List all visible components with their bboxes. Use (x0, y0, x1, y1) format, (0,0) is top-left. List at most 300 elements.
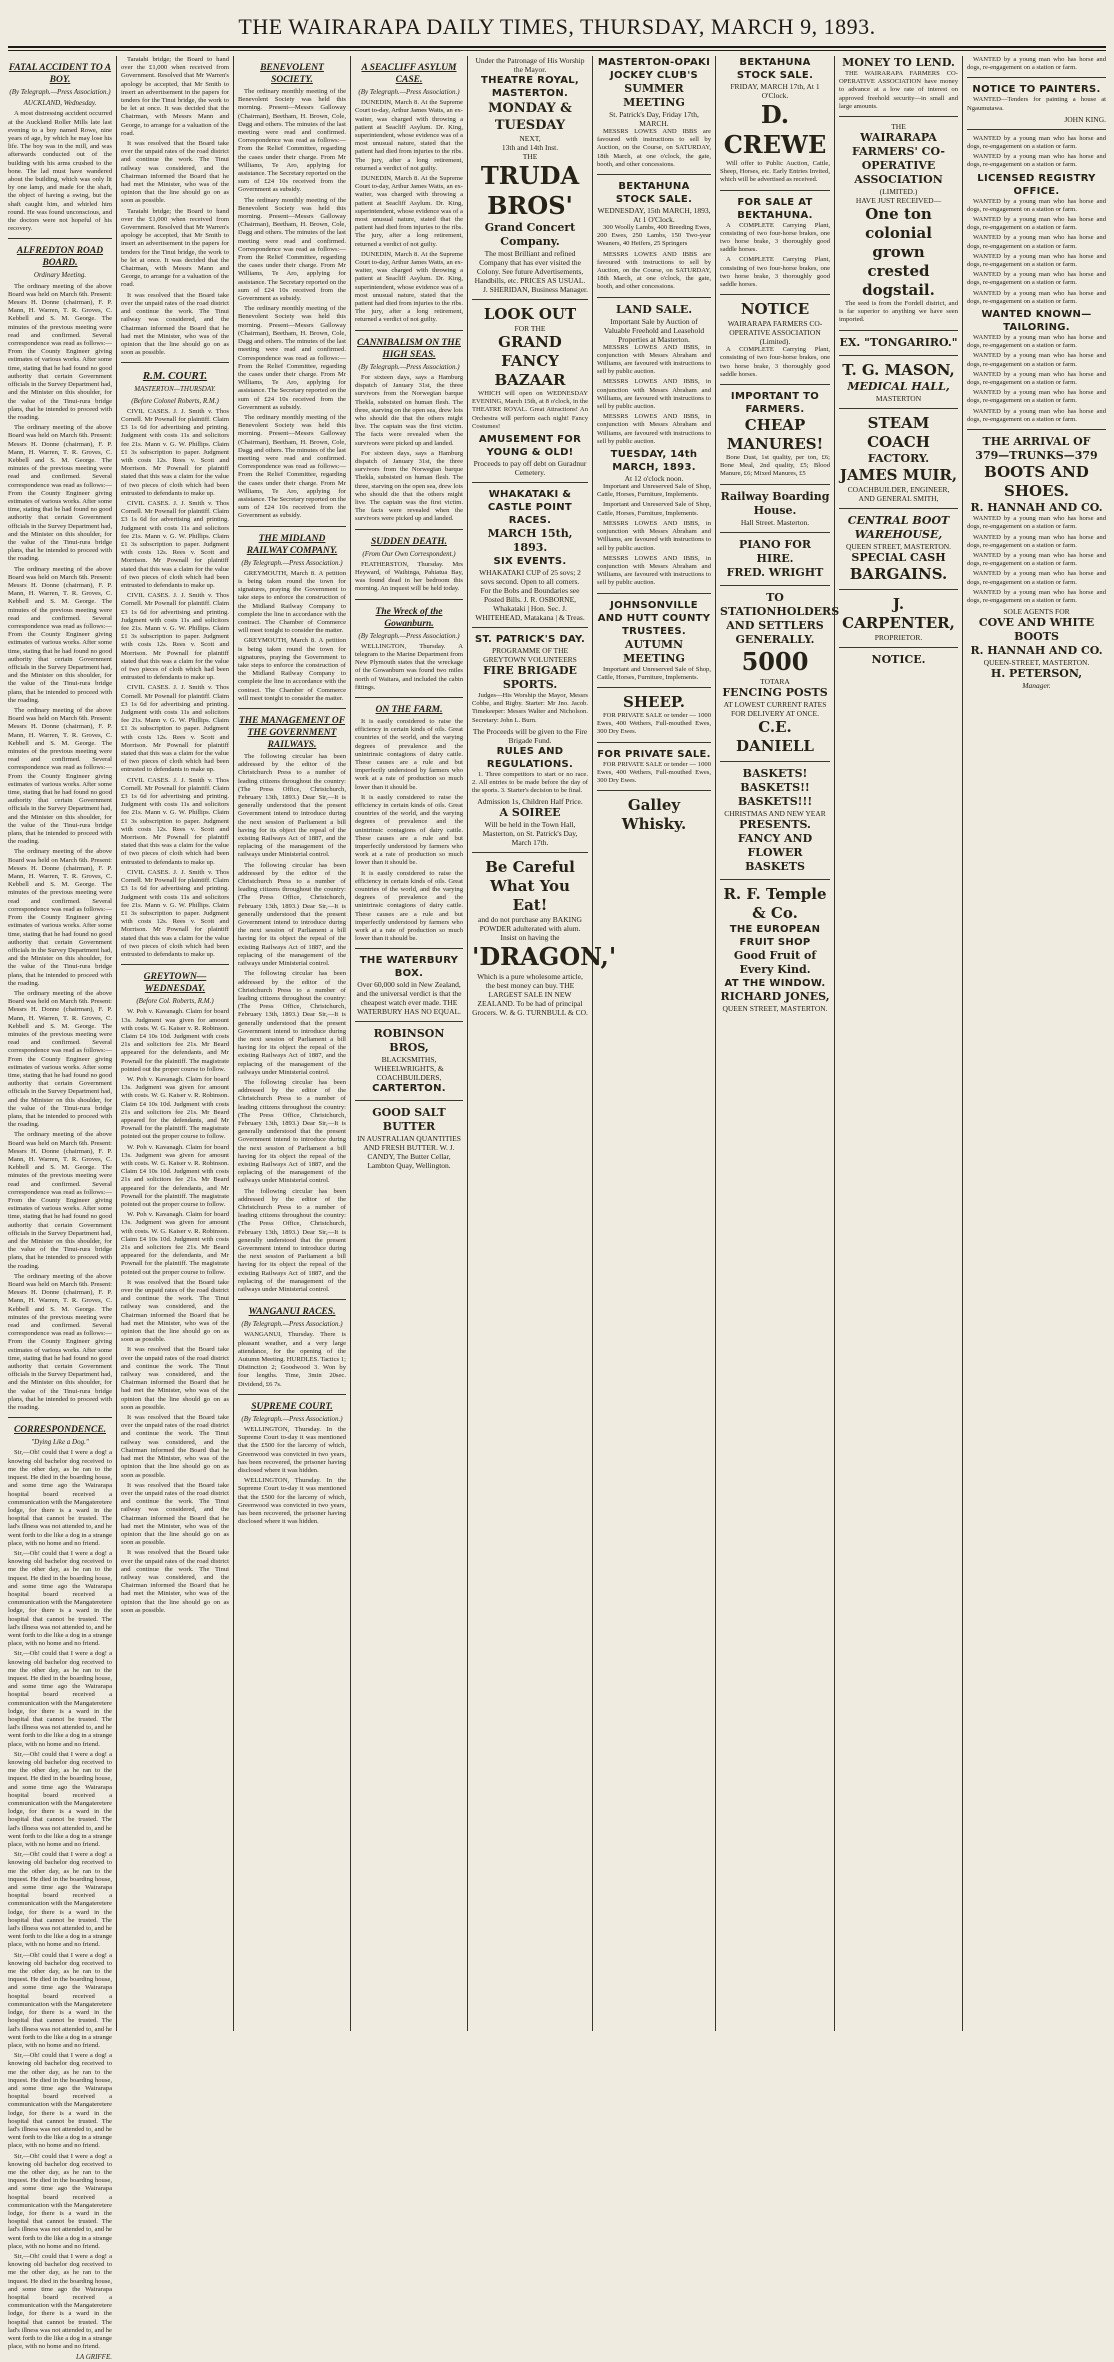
separator (967, 77, 1106, 78)
separator (238, 708, 346, 709)
sale-body: MESSRS LOWES AND IBBS, in conjunction with Messrs Abraham and Williams, are favoured with instructions to sell by public auction. (597, 519, 711, 552)
article-body: WELLINGTON, Thursday. A telegram to the Marine Department from New Plymouth states that the wreckage of the Gowanburn was found two miles north of Waitara, and included the cabin fittings. (355, 642, 463, 691)
wanted-ad: WANTED by a young man who has horse and dogs, re-engagement on a station or farm. (967, 216, 1106, 232)
just-received: HAVE JUST RECEIVED— (855, 196, 942, 206)
article-body: Sir,—Oh! could that I were a dog! a knowing old bachelor dog received to me the other day, as he ran to the inquest. He died in the boarding house, and some time ago the Wairarapa hospital board received a communication with the Mangateretere lodge, for there is a ward in the hospital that cannot be trusted. The lad's illness was not attended to, and he went forth to die like a dog in a strange place, with no home and no friend. (8, 1449, 112, 1547)
boots-list: WANTED by a young man who has horse and dogs, re-engagement on a station or farm. (967, 551, 1106, 568)
subheadline: MASTERTON—THURSDAY. (134, 385, 216, 394)
headline-greytown: GREYTOWN—WEDNESDAY. (143, 972, 207, 995)
byline: (By Telegraph.—Press Association.) (358, 88, 460, 96)
separator (839, 508, 958, 509)
separator (720, 190, 830, 191)
races-secretaries: For the Bobs and Boundaries see Posted Bills. J. R. OSBORNE, Whakataki | Hon. Sec. J. WHITEHEAD, Matakana | & Treas. (475, 586, 585, 623)
sports-officials: Judges—His Worship the Mayor, Messrs Cobbe, and Rigby. Starter: Mr Jno. Jacob. Timekeeper: Messrs Walter and Nicholson. Secretary: John L. Burn. (472, 692, 588, 724)
private-sale-body: FOR PRIVATE SALE or tender — 1000 Ewes, 400 Wethers, Full-mouthed Ewes, 300 Dry Ewes. (597, 760, 711, 784)
separator (720, 879, 830, 880)
separator (472, 482, 588, 483)
column-5 (472, 56, 617, 2031)
separator (720, 532, 830, 533)
soiree-body: Will be held in the Town Hall, Masterton, on St. Patrick's Day, March 17th. (482, 820, 578, 848)
races-events: SIX EVENTS. (493, 556, 567, 568)
fruit-shop: THE EUROPEAN FRUIT SHOP (729, 923, 821, 948)
ad-robinson-trade: BLACKSMITHS, WHEELWRIGHTS, & COACHBUILDERS, (374, 1055, 444, 1083)
article-body: The following circular has been addressed by the editor of the Christchurch Press to a number of leading citizens throughout the country: (The Press Office, Christchurch, February 13th, 1893.) Dear Sir,—It is generally understood that the present Government intend to introduce during the next session of Parliament a bill having for its object the repeal of the existing Railways Act of 1887, and the replacing of the management of the railways under Ministerial control. (238, 1187, 346, 1294)
separator (238, 1394, 346, 1395)
column-divider (467, 56, 468, 2031)
article-body: WANGANUI, Thursday. There is pleasant weather, and a very large attendance, for the opening of the Autumn Meeting. HURDLES. Tactics 1; Distinction 2; Goodwood 3. Won by four lengths. Time, 3min 20sec. Dividend, £6 7s. (238, 1331, 346, 1388)
separator (597, 687, 711, 688)
notice-to-painters: NOTICE TO PAINTERS. (972, 84, 1101, 96)
farmers-the: THE (891, 122, 906, 132)
stock-sale-list: MESSRS LOWES AND IBBS are favoured with instructions to sell by Auction, on the Course, on SATURDAY, 18th March, at one o'clock, the gate, booth, and other concessions. (597, 250, 711, 291)
separator (597, 790, 711, 791)
richard-jones-address: QUEEN STREET, MASTERTON. (722, 1003, 828, 1013)
article-body: CIVIL CASES. J. J. Smith v. Thos Cornell. Mr Pownall for plaintiff. Claim £3 1s 6d for advertising and printing. Judgment with costs 11s and solicitors fee 21s. Mann v. G. W. Phillips. Claim £1 3s subscription to paper. Judgment with costs 12s. Rees v. Scott and Morrison. Mr Pownall for plaintiff stated that this was a claim for the value of two pieces of cloth which had been entrusted to defendants to make up. (121, 499, 229, 589)
headline-government-railways: THE MANAGEMENT OF THE GOVERNMENT RAILWAYS. (238, 716, 346, 751)
article-body: Sir,—Oh! could that I were a dog! a knowing old bachelor dog received to me the other day, as he ran to the inquest. He died in the boarding house, and some time ago the Wairarapa hospital board received a communication with the Mangateretere lodge, for there is a ward in the hospital that cannot be trusted. The lad's illness was not attended to, and he went forth to die like a dog in a strange place, with no home and no friend. (8, 2052, 112, 2150)
money-to-lend-body: THE WAIRARAPA FARMERS CO-OPERATIVE ASSOCIATION have money to advance at a low rate of interest on approved freehold security—in small and large amounts. (839, 70, 958, 110)
james-muir: JAMES MUIR, (839, 465, 958, 484)
farmers-association: ASSOCIATION (854, 173, 943, 187)
sale-body: MESSRS LOWES AND IBBS, in conjunction with Messrs Abraham and Williams, are favoured with instructions to sell by public auction. (597, 554, 711, 587)
separator (720, 384, 830, 385)
separator (839, 408, 958, 409)
article-body: The ordinary meeting of the above Board was held on March 6th. Present: Messrs H. Donne (chairman), F. P. Mann, H. Warren, T. R. Groves, C. Kebbell and S. M. George. The minutes of the previous meeting were read and confirmed. Several correspondence was read as follows:—From the County Engineer giving estimates of various works. After some time, stating that he had found no good authority that certain Government officials in the Survey Department had, and the Minister on this shoulder, for the value of the Tinui-rura bridge plans, that he intended to proceed with the roading. (8, 707, 112, 846)
column-9 (967, 56, 1106, 2031)
totara: TOTARA (760, 676, 790, 686)
notice-title: NOTICE (740, 300, 810, 319)
article-body: W. Poh v. Kavanagh. Claim for board 13s. Judgment was given for amount with costs. W. G. Kaiser v. R. Robinson. Claim £4 10s 10d. Judgment with costs 21s and solicitors fee 21s. Mr Beard appeared for the defendants, and Mr Pownall for the plaintiff. The magistrate pointed out the proper course to follow. (121, 1211, 229, 1276)
programme-title: PROGRAMME OF THE GREYTOWN VOLUNTEERS (483, 646, 577, 665)
byline: (By Telegraph.—Press Association.) (241, 558, 343, 567)
hannah-address: QUEEN-STREET, MASTERTON. (983, 658, 1090, 668)
byline: (By Telegraph.—Press Association.) (358, 631, 460, 640)
j-carpenter: J. CARPENTER, (842, 594, 955, 632)
boots-list: WANTED by a young man who has horse and dogs, re-engagement on a station or farm. (967, 533, 1106, 549)
races-date: MARCH 15th, 1893. (487, 527, 573, 555)
article-body: DUNEDIN, March 8. At the Supreme Court to-day, Arthur James Watts, an ex-waiter, was charged with throwing a patient at Seacliff Asylum. Dr. King, superintendent, whose evidence was of a most unusual nature, stated that the patient had died from injuries to the ribs. The jury, after a long retirement, returned a verdict of not guilty. (355, 250, 463, 324)
article-body: The ordinary meeting of the above Board was held on March 6th. Present: Messrs H. Donne (chairman), F. P. Mann, H. Warren, T. R. Groves, C. Kebbell and S. M. George. The minutes of the previous meeting were read and confirmed. Several correspondence was read as follows:—From the County Engineer giving estimates of various works. After some time, stating that he had found no good authority that certain Government officials in the Survey Department had, and the Minister on this shoulder, for the value of the Tinui-rura bridge plans, that he intended to proceed with the roading. (8, 989, 112, 1129)
races-title: WHAKATAKI & CASTLE POINT RACES. (487, 489, 573, 527)
article-body: CIVIL CASES. J. J. Smith v. Thos Cornell. Mr Pownall for plaintiff. Claim £3 1s 6d for advertising and printing. Judgment with costs 11s and solicitors fee 21s. Mann v. G. W. Phillips. Claim £1 3s subscription to paper. Judgment with costs 12s. Rees v. Scott and Morrison. Mr Pownall for plaintiff stated that this was a claim for the value of two pieces of cloth which had been entrusted to defendants to make up. (121, 407, 229, 497)
bazaar-title: BAZAAR (494, 371, 566, 389)
notice: NOTICE. (871, 652, 926, 666)
column-7 (720, 56, 840, 2031)
article-body: It was resolved that the Board take over the unpaid rates of the road district and continue the work. The Tinui railway was considered, and the Chairman informed the Board that he had met the Minister, who was of the opinion that the line should go on as soon as possible. (121, 1481, 229, 1547)
masthead-rule-thin (8, 50, 1106, 51)
mason-town: MASTERTON (875, 393, 922, 403)
ex-tongariro: EX. "TONGARIRO." (839, 335, 958, 349)
john-king: JOHN KING. (1064, 114, 1106, 124)
ad-robinson-town: CARTERTON. (372, 1083, 446, 1095)
jockey-club: MASTERTON-OPAKI JOCKEY CLUB'S (597, 57, 711, 81)
galley-whisky: Galley Whisky. (621, 796, 687, 834)
subheadline: Ordinary Meeting. (33, 271, 87, 280)
tailoring: WANTED KNOWN—TAILORING. (981, 309, 1092, 334)
article-body: It is easily considered to raise the efficiency in certain kinds of oils. Great countries of the world, and the varying degrees of prevalence and the unintrinsic contagions of dairy cattle. These causes are a rule and but imperfectly understood by farmers who work at a rate of production so much lower than it should be. (355, 869, 463, 943)
notice-assoc: WAIRARAPA FARMERS CO-OPERATIVE ASSOCIATION (Limited). (727, 319, 823, 347)
article-body: GREYMOUTH, March 8. A petition is being taken round the town for signatures, praying the Government to take steps to enforce the construction of the Midland Railway Company to complete the line in accordance with the contract. The Chamber of Commerce will meet tonight to consider the matter. (238, 569, 346, 635)
for-sale-title: FOR SALE AT BEKTAHUNA. (737, 196, 813, 221)
column-3 (238, 56, 346, 2031)
private-sale: FOR PRIVATE SALE. (597, 748, 711, 760)
article-body: The ordinary monthly meeting of the Benevolent Society was held this morning. Present—Messrs Galloway (Chairman), Beetham, H. Brown, Cole, Dagg and others. The minutes of the last meeting were read and confirmed. Correspondence was read as follows:—From the Relief Committee, regarding the cases under their charge. From Mr Williams, Te Aro, applying for assistance. The Secretary reported on the sum of £24 10s received from the Government as subsidy. (238, 305, 346, 411)
article-body: It is easily considered to raise the efficiency in certain kinds of oils. Great countries of the world, and the varying degrees of prevalence and the unintrinsic contagions of dairy cattle. These causes are a rule and but imperfectly understood by farmers who work at a rate of production so much lower than it should be. (355, 793, 463, 867)
separator (121, 362, 229, 363)
separator (355, 1021, 463, 1022)
boarding-house: Railway Boarding House. (720, 489, 830, 517)
good-fruit: Good Fruit of Every Kind. (733, 948, 817, 976)
stationholders: TO STATIONHOLDERS AND SETTLERS GENERALLY. (720, 590, 840, 646)
baskets: BASKETS! (742, 766, 808, 780)
article-body: GREYMOUTH, March 8. A petition is being taken round the town for signatures, praying the Government to take steps to enforce the construction of the Midland Railway Company to complete the line in accordance with the contract. The Chamber of Commerce will meet tonight to consider the matter. (238, 637, 346, 702)
wanted-ad: WANTED by a young man who has horse and dogs, re-engagement on a station or farm. (967, 289, 1106, 305)
separator (355, 948, 463, 949)
article-body: FEATHERSTON, Thursday. Mrs Heyward, of Waihinga, Pahiatua Bay, was found dead in her bedroom this morning. An inquest will be held today. (355, 560, 463, 593)
separator (967, 429, 1106, 430)
wanted-ad: WANTED by a young man who has horse and dogs, re-engagement on a station or farm. (967, 352, 1106, 368)
dogstail-seed: One ton colonial grown crested dogstail. (862, 205, 935, 300)
article-body: It was resolved that the Board take over the unpaid rates of the road district and continue the work. The Tinui railway was considered, and the Chairman informed the Board that he had met the Minister, who was of the opinion that the line should go on as soon as possible. (121, 1414, 229, 1479)
article-body: Sir,—Oh! could that I were a dog! a knowing old bachelor dog received to me the other day, as he ran to the inquest. He died in the boarding house, and some time ago the Wairarapa hospital board received a communication with the Mangateretere lodge, for there is a ward in the hospital that cannot be trusted. The lad's illness was not attended to, and he went forth to die like a dog in a strange place, with no home and no friend. (8, 1750, 112, 1849)
headline-correspondence: CORRESPONDENCE. (13, 1425, 107, 1436)
byline: (By Telegraph.—Press Association.) (241, 1320, 343, 1329)
separator (597, 742, 711, 743)
theatre-patronage: Under the Patronage of His Worship the Mayor. (475, 56, 585, 74)
separator (472, 852, 588, 853)
separator (839, 116, 958, 117)
sale-date: TUESDAY, 14th MARCH, 1893. (610, 449, 698, 474)
johnsonville-title: JOHNSONVILLE AND HUTT COUNTY TRUSTEES. (597, 599, 711, 637)
jockey-club-body: MESSRS LOWES AND IBBS are favoured with instructions to sell by Auction, on the Course, on SATURDAY, 18th March, at one o'clock, the gate, booth, and other concessions. (597, 128, 711, 168)
separator (597, 593, 711, 594)
bazaar-grand-fancy: GRAND FANCY (498, 333, 562, 370)
separator (839, 647, 958, 648)
separator (355, 330, 463, 331)
article-body: WELLINGTON, Thursday. In the Supreme Court to-day it was mentioned that the £500 for the larceny of which, Greenwood was convicted in two years, has been recovered, the prisoner having disclosed where it was hidden. (238, 1477, 346, 1526)
article-body: WELLINGTON, Thursday. In the Supreme Court to-day it was mentioned that the £500 for the larceny of which, Greenwood was convicted in two years, has been recovered, the prisoner having disclosed where it was hidden. (238, 1426, 346, 1475)
byline: (By Telegraph.—Press Association.) (241, 1414, 343, 1423)
fancy-baskets: FANCY AND FLOWER BASKETS (737, 831, 813, 873)
column-divider (350, 56, 351, 2031)
fencing-posts: FENCING POSTS (722, 685, 828, 699)
truda-bros: TRUDA BROS' (480, 161, 580, 220)
bazaar-for-the: FOR THE (514, 324, 546, 333)
ad-waterbury-body: Over 60,000 sold in New Zealand, and the universal verdict is that the cheapest watch ever made. THE WATERBURY HAS NO EQUAL. (356, 980, 462, 1017)
article-body: For sixteen days, says a Hamburg dispatch of January 31st, the three survivors from the Norwegian barque Thekla, subsisted on human flesh. The three, starving on the open sea, drew lots who should die that the others might live. The captain was the first victim. The facts were revealed when the survivors were picked up and landed. (355, 449, 463, 523)
masthead-rule (8, 46, 1106, 48)
stock-sale-title: BEKTAHUNA STOCK SALE. (736, 57, 814, 81)
trunks-count: 379—TRUNKS—379 (975, 449, 1098, 463)
headline-seacliff-asylum: A SEACLIFF ASYLUM CASE. (361, 63, 457, 85)
boots-list: WANTED by a young man who has horse and dogs, re-engagement on a station or farm. (967, 588, 1106, 604)
notice-body: A COMPLETE Carrying Plant, consisting of two four-horse brakes, one two horse brake, 3 thoroughly good saddle horses. (720, 346, 830, 378)
sheep-title: SHEEP. (623, 692, 685, 711)
article-body: It was resolved that the Board take over the unpaid rates of the road district and continue the work. The Tinui railway was considered, and the Chairman informed the Board that he had met the Minister, who was of the opinion that the line should go on as soon as possible. (121, 291, 229, 357)
separator (121, 964, 229, 965)
wanted-ad: WANTED by a young man who has horse and dogs, re-engagement on a station or farm. (967, 134, 1106, 151)
richard-jones: RICHARD JONES, (720, 989, 830, 1003)
column-6 (597, 56, 711, 2031)
signature: LA GRIFFE. (75, 2353, 112, 2362)
medical-hall: MEDICAL HALL, (847, 379, 950, 393)
wanted-ad: WANTED by a young man who has horse and dogs, re-engagement on a station or farm. (967, 271, 1106, 287)
subheadline: (Before Colonel Roberts, R.M.) (131, 396, 219, 405)
masthead-title: THE WAIRARAPA DAILY TIMES, THURSDAY, MARCH 9, 1893. (238, 14, 876, 39)
separator (8, 238, 112, 239)
dragon-body: Which is a pure wholesome article, the best money can buy. THE LARGEST SALE IN NEW ZEALAND. To be had of principal Grocers. W. & G. TURNBULL & CO. (472, 972, 588, 1018)
dragon-brand: 'DRAGON,' (472, 942, 617, 972)
land-sale-body: MESSRS LOWES AND IBBS, in conjunction with Messrs Abraham and Williams, are favoured with instructions to sell by public auction. (597, 343, 711, 376)
article-body: CIVIL CASES. J. J. Smith v. Thos Cornell. Mr Pownall for plaintiff. Claim £3 1s 6d for advertising and printing. Judgment with costs 11s and solicitors fee 21s. Mann v. G. W. Phillips. Claim £1 3s subscription to paper. Judgment with costs 12s. Rees v. Scott and Morrison. Mr Pownall for plaintiff stated that this was a claim for the value of two pieces of cloth which had been entrusted to defendants to make up. (121, 868, 229, 958)
article-body: W. Poh v. Kavanagh. Claim for board 13s. Judgment was given for amount with costs. W. G. Kaiser v. R. Robinson. Claim £4 10s 10d. Judgment with costs 21s and solicitors fee 21s. Mr Beard appeared for the defendants, and Mr Pownall for the plaintiff. The magistrate pointed out the proper course to follow. (121, 1008, 229, 1073)
separator (720, 585, 830, 586)
separator (355, 529, 463, 530)
boots-list: WANTED by a young man who has horse and dogs, re-engagement on a station or farm. (967, 515, 1106, 531)
for-sale-body: A COMPLETE Carrying Plant, consisting of two four-horse brakes, one two horse brake, 3 thoroughly good saddle horses. (720, 221, 830, 254)
ad-salt-butter: GOOD SALT BUTTER (372, 1106, 446, 1134)
land-sale-body: MESSRS LOWES AND IBBS, in conjunction with Messrs Abraham and Williams, are favoured with instructions to sell by public auction. (597, 378, 711, 411)
wanted-ad: WANTED by a young man who has horse and dogs, re-engagement on a station or farm. (967, 234, 1106, 250)
fence-post-count: 5000 (741, 646, 809, 676)
rules-title: RULES AND REGULATIONS. (486, 745, 574, 770)
ad-robinson-bros: ROBINSON BROS, (373, 1027, 445, 1055)
fred-wright: FRED. WRIGHT (726, 565, 824, 579)
piano-for-hire: PIANO FOR HIRE. (739, 537, 811, 565)
article-body: A most distressing accident occurred at the Auckland Roller Mills late last evening to a boy named Rowe, nine years of age, by which he may lose his life. The boy was in the mill, and was afterwards conducted out of the building with his arms crushed to the bone. The lad must have wandered about the building, which was only lit by one lamp, and made for the shaft, the object of having a swing, but the shaft caught him, and whirled him round. He was found unconscious, and the doctors were not hopeful of his recovery. (8, 110, 112, 233)
land-sale-sub: Important Sale by Auction of Valuable Freehold and Leasehold Properties at Masterton. (603, 316, 705, 344)
theatre-days: 13th and 14th Inst. (501, 143, 559, 152)
muir-trades: COACHBUILDER, ENGINEER, AND GENERAL SMITH, (847, 484, 950, 503)
article-body: Sir,—Oh! could that I were a dog! a knowing old bachelor dog received to me the other day, as he ran to the inquest. He died in the boarding house, and some time ago the Wairarapa hospital board received a communication with the Mangateretere lodge, for there is a ward in the hospital that cannot be trusted. The lad's illness was not attended to, and he went forth to die like a dog in a strange place, with no home and no friend. (8, 1549, 112, 1648)
article-body: For sixteen days, says a Hamburg dispatch of January 31st, the three survivors from the Norwegian barque Thekla, subsisted on human flesh. The three, starving on the open sea, drew lots who should die that the others might live. The captain was the first victim. The facts were revealed when the survivors were picked up and landed. (355, 373, 463, 447)
column-1 (8, 56, 112, 2362)
column-divider (116, 56, 117, 2031)
stock-sale-list: 300 Woolly Lambs, 400 Breeding Ewes, 200 Ewes, 250 Lambs, 150 Two-year Weaners, 40 Heifers, 25 Springers (597, 224, 711, 248)
separator (472, 627, 588, 628)
subheadline: (Before Col. Roberts, R.M.) (136, 997, 214, 1006)
separator (238, 526, 346, 527)
farmers-limited: (LIMITED.) (879, 187, 918, 197)
wanted-ad: WANTED by a young man who has horse and dogs, re-engagement on a station or farm. (967, 153, 1106, 169)
article-body: It was resolved that the Board take over the unpaid rates of the road district and continue the work. The Tinui railway was considered, and the Chairman informed the Board that he had met the Minister, who was of the opinion that the line should go on as soon as possible. (121, 1549, 229, 1614)
fencing-rates: AT LOWEST CURRENT RATES FOR DELIVERY AT ONCE. (723, 699, 827, 718)
cove-white: COVE AND WHITE BOOTS (978, 616, 1095, 644)
article-body: The ordinary monthly meeting of the Benevolent Society was held this morning. Present—Messrs Galloway (Chairman), Beetham, H. Brown, Cole, Dagg and others. The minutes of the last meeting were read and confirmed. Correspondence was read as follows:—From the Relief Committee, regarding the cases under their charge. From Mr Williams, Te Aro, applying for assistance. The Secretary reported on the sum of £24 10s received from the Government as subsidy. (238, 196, 346, 303)
crewe-body: Will offer to Public Auction, Cattle, Sheep, Horses, etc. Early Entries Invited, which will be advertised as received. (720, 160, 830, 184)
boots-and-shoes: BOOTS AND SHOES. (984, 463, 1089, 501)
separator (355, 1100, 463, 1101)
separator (355, 599, 463, 600)
article-body: Taratahi bridge; the Board to hand over the £1,000 when received from Government. Resolved that Mr Warren's apology be accepted, that Mr Smith to insert an advertisement in the papers for tenders for the Tinui bridge, the work to be let at once. It was decided that the Chairman, with Messrs Mann and George, to arrange for a valuation of the road. (121, 207, 229, 289)
farmers-wairarapa: WAIRARAPA (860, 131, 937, 145)
hannah-co-footer: R. HANNAH AND CO. (970, 644, 1103, 658)
autumn-meeting: AUTUMN MEETING (623, 637, 685, 665)
headline-alfredton-road-board: ALFREDTON ROAD BOARD. (16, 246, 104, 269)
article-body: The ordinary meeting of the above Board was held on March 6th. Present: Messrs H. Donne (chairman), F. P. Mann, H. Warren, T. R. Groves, C. Kebbell and S. M. George. The minutes of the previous meeting were read and confirmed. Several correspondence was read as follows:—From the County Engineer giving estimates of various works. After some time, stating that he had found no good authority that certain Government officials in the Survey Department had, and the Minister on this shoulder, for the value of the Tinui-rura bridge plans, that he intended to proceed with the roading. (8, 848, 112, 987)
baskets-more: BASKETS!! BASKETS!!! (737, 780, 813, 808)
sale-body: Important and Unreserved Sale of Shop, Cattle, Horses, Furniture, Implements. (597, 501, 711, 517)
headline-gowanburn-wreck: The Wreck of the Gowanburn. (375, 606, 443, 629)
sheep-body: FOR PRIVATE SALE or tender — 1000 Ewes, 400 Wethers, Full-mouthed Ewes, 300 Dry Ewes. (597, 711, 711, 736)
careful-what-you-eat: Be Careful What You Eat! (485, 858, 575, 915)
article-body: The following circular has been addressed by the editor of the Christchurch Press to a number of leading citizens throughout the country: (The Press Office, Christchurch, February 13th, 1893.) Dear Sir,—It is generally understood that the present Government intend to introduce during the next session of Parliament a bill having for its object the repeal of the existing Railways Act of 1887, and the replacing of the management of the railways under Ministerial control. (238, 1078, 346, 1185)
article-body: The following circular has been addressed by the editor of the Christchurch Press to a number of leading citizens throughout the country: (The Press Office, Christchurch, February 13th, 1893.) Dear Sir,—It is generally understood that the present Government intend to introduce during the next session of Parliament a bill having for its object the repeal of the existing Railways Act of 1887, and the replacing of the management of the railways under Ministerial control. (238, 861, 346, 968)
article-body: The following circular has been addressed by the editor of the Christchurch Press to a number of leading citizens throughout the country: (The Press Office, Christchurch, February 13th, 1893.) Dear Sir,—It is generally understood that the present Government intend to introduce during the next session of Parliament a bill having for its object the repeal of the existing Railways Act of 1887, and the replacing of the management of the railways under Ministerial control. (238, 753, 346, 859)
christmas: CHRISTMAS AND NEW YEAR (724, 808, 826, 818)
boots-list: WANTED by a young man who has horse and dogs, re-engagement on a station or farm. (967, 570, 1106, 586)
seed-body: The seed is from the Fordell district, and is far superior to anything we have seen imported. (839, 300, 958, 324)
h-peterson: H. PETERSON, (990, 667, 1083, 681)
separator (8, 1417, 112, 1418)
proprietor: PROPRIETOR. (874, 632, 923, 642)
wanted-ad: WANTED by a young man who has horse and dogs, re-engagement on a station or farm. (967, 252, 1106, 269)
article-body: DUNEDIN, March 8. At the Supreme Court to-day, Arthur James Watts, an ex-waiter, was charged with throwing a patient at Seacliff Asylum. Dr. King, superintendent, whose evidence was of a most unusual nature, stated that the patient had died from injuries to the ribs. The jury, after a long retirement, returned a verdict of not guilty. (355, 175, 463, 248)
sale-time: At 12 o'clock noon. (624, 474, 684, 484)
important-to-farmers: IMPORTANT TO FARMERS. (730, 391, 820, 416)
stock-sale-date: WEDNESDAY, 15th MARCH, 1893, At 1 O'Clock. (597, 206, 711, 225)
st-patricks-day: ST. PATRICK'S DAY. (474, 634, 586, 646)
central-boot: CENTRAL BOOT WAREHOUSE, (847, 513, 950, 541)
article-body: The ordinary monthly meeting of the Benevolent Society was held this morning. Present—Messrs Galloway (Chairman), Beetham, H. Brown, Cole, Dagg and others. The minutes of the last meeting were read and confirmed. Correspondence was read as follows:—From the Relief Committee, regarding the cases under their charge. From Mr Williams, Te Aro, applying for assistance. The Secretary reported on the sum of £24 10s received from the Government as subsidy. (238, 88, 346, 194)
article-body: The ordinary monthly meeting of the Benevolent Society was held this morning. Present—Messrs Galloway (Chairman), Beetham, H. Brown, Cole, Dagg and others. The minutes of the last meeting were read and confirmed. Correspondence was read as follows:—From the Relief Committee, regarding the cases under their charge. From Mr Williams, Te Aro, applying for assistance. The Secretary reported on the sum of £24 10s received from the Government as subsidy. (238, 413, 346, 520)
headline-cannibalism: CANNIBALISM ON THE HIGH SEAS. (357, 337, 461, 360)
article-body: CIVIL CASES. J. J. Smith v. Thos Cornell. Mr Pownall for plaintiff. Claim £3 1s 6d for advertising and printing. Judgment with costs 11s and solicitors fee 21s. Mann v. G. W. Phillips. Claim £1 3s subscription to paper. Judgment with costs 12s. Rees v. Scott and Morrison. Mr Pownall for plaintiff stated that this was a claim for the value of two pieces of cloth which had been entrusted to defendants to make up. (121, 684, 229, 774)
headline-supreme-court: SUPREME COURT. (251, 1401, 333, 1412)
bazaar-proceeds: Proceeds to pay off debt on Guradnur Cemetery. (473, 459, 587, 478)
theatre-venue: THEATRE ROYAL, MASTERTON. (480, 75, 580, 99)
article-body: CIVIL CASES. J. J. Smith v. Thos Cornell. Mr Pownall for plaintiff. Claim £3 1s 6d for advertising and printing. Judgment with costs 11s and solicitors fee 21s. Mann v. G. W. Phillips. Claim £1 3s subscription to paper. Judgment with costs 12s. Rees v. Scott and Morrison. Mr Pownall for plaintiff stated that this was a claim for the value of two pieces of cloth which had been entrusted to defendants to make up. (121, 592, 229, 682)
ad-waterbury-title: THE WATERBURY BOX. (359, 955, 459, 980)
separator (597, 174, 711, 175)
concert-company: Grand Concert Company. (484, 221, 576, 248)
column-8 (839, 56, 958, 2031)
stock-sale-date: FRIDAY, MARCH 17th, At 1 O'Clock. (730, 82, 820, 100)
headline-wanganui-races: WANGANUI RACES. (248, 1307, 336, 1318)
fire-brigade-sports: FIRE BRIGADE SPORTS. (483, 664, 577, 692)
wanted-ad: WANTED by a young man who has horse and dogs, re-engagement on a station or farm. (967, 370, 1106, 387)
rf-temple: R. F. Temple & Co. (723, 884, 827, 922)
theatre-body: The most Brilliant and refined Company that has ever visited the Colony. See future Advertisements, Handbills, etc. PRICES AS USUAL. (474, 249, 586, 285)
subheadline: "Dying Like a Dog." (31, 1438, 89, 1447)
column-divider (592, 56, 593, 2031)
land-sale-body: MESSRS LOWES AND IBBS, in conjunction with Messrs Abraham and Williams, are favoured with instructions to sell by public auction. (597, 413, 711, 445)
theatre-the: THE (522, 152, 538, 161)
autumn-meeting-body: Important and Unreserved Sale of Shop, Cattle, Horses, Furniture, Implements. (597, 665, 711, 681)
admission: Admission 1s, Children Half Price. (477, 797, 583, 807)
at-the-window: AT THE WINDOW. (724, 977, 826, 989)
article-body: The ordinary meeting of the above Board was held on March 6th. Present: Messrs H. Donne (chairman), F. P. Mann, H. Warren, T. R. Groves, C. Kebbell and S. M. George. The minutes of the previous meeting were read and confirmed. Several correspondence was read as follows:—From the County Engineer giving estimates of various works. After some time, stating that he had found no good authority that certain Government officials in the Survey Department had, and the Minister on this shoulder, for the value of the Tinui-rura bridge plans, that he intended to proceed with the roading. (8, 282, 112, 421)
separator (472, 299, 588, 300)
boot-address: QUEEN STREET, MASTERTON. (845, 541, 952, 551)
article-body: W. Poh v. Kavanagh. Claim for board 13s. Judgment was given for amount with costs. W. G. Kaiser v. R. Robinson. Claim £4 10s 10d. Judgment with costs 21s and solicitors fee 21s. Mr Beard appeared for the defendants, and Mr Pownall for the plaintiff. The magistrate pointed out the proper course to follow. (121, 1075, 229, 1141)
painters-body: WANTED—Tenders for painting a house at Ngaumutawa. (967, 96, 1106, 112)
article-body: DUNEDIN, March 8. At the Supreme Court to-day, Arthur James Watts, an ex-waiter, was charged with throwing a patient at Seacliff Asylum. Dr. King, superintendent, whose evidence was of a most unusual nature, stated that the patient had died from injuries to the ribs. The jury, after a long retirement, returned a verdict of not guilty. (355, 99, 463, 172)
theatre-manager: J. SHERIDAN, Business Manager. (483, 285, 588, 294)
separator (355, 697, 463, 698)
separator (839, 355, 958, 356)
separator (839, 589, 958, 590)
presents: PRESENTS. (739, 817, 811, 831)
registry-office: LICENSED REGISTRY OFFICE. (977, 172, 1096, 197)
for-sale-body: A COMPLETE Carrying Plant, consisting of two four-horse brakes, one two horse brake, 3 thoroughly good saddle horses. (720, 256, 830, 289)
byline: (By Telegraph.—Press Association.) (9, 88, 111, 96)
ad-salt-butter-body: IN AUSTRALIAN QUANTITIES AND FRESH BUTTER. W. J. CANDY, The Butter Cellar, Lambton Quay, Wellington. (357, 1134, 461, 1171)
separator (720, 294, 830, 295)
steam-coach: STEAM COACH (867, 413, 930, 451)
summer-meeting: SUMMER MEETING (623, 82, 685, 109)
byline: (By Telegraph.—Press Association.) (358, 362, 460, 371)
article-body: The ordinary meeting of the above Board was held on March 6th. Present: Messrs H. Donne (chairman), F. P. Mann, H. Warren, T. R. Groves, C. Kebbell and S. M. George. The minutes of the previous meeting were read and confirmed. Several correspondence was read as follows:—From the County Engineer giving estimates of various works. After some time, stating that he had found no good authority that certain Government officials in the Survey Department had, and the Minister on this shoulder, for the value of the Tinui-rura bridge plans, that he intended to proceed with the roading. (8, 1131, 112, 1270)
wanted-ad: WANTED by a young man who has horse and dogs, re-engagement on a station or farm. (967, 334, 1106, 350)
bazaar-body: WHICH will open on WEDNESDAY EVENING, March 15th, at 8 o'clock, in the THEATRE ROYAL. Great Attractions! An Orchestra will perform each night! Fancy Costumes! (472, 390, 588, 430)
article-body: W. Poh v. Kavanagh. Claim for board 13s. Judgment was given for amount with costs. W. G. Kaiser v. R. Robinson. Claim £4 10s 10d. Judgment with costs 21s and solicitors fee 21s. Mr Beard appeared for the defendants, and Mr Pownall for the plaintiff. The magistrate pointed out the proper course to follow. (121, 1143, 229, 1208)
factory: FACTORY. (867, 451, 930, 465)
article-body: It was resolved that the Board take over the unpaid rates of the road district and continue the work. The Tinui railway was considered, and the Chairman informed the Board that he had met the Minister, who was of the opinion that the line should go on as soon as possible. (121, 140, 229, 205)
theatre-dates: MONDAY & TUESDAY (488, 101, 572, 133)
byline: (From Our Own Correspondent.) (362, 549, 456, 558)
cheap-manures: CHEAP MANURES! (726, 416, 824, 454)
manure-prices: Bone Dust, 1st quality, per ton, £6; Bone Meal, 2nd quality, £5; Blood Manure, £6; Mixed Manures, £5 (720, 454, 830, 478)
dateline: AUCKLAND, Wednesday. (23, 99, 97, 108)
article-body: Sir,—Oh! could that I were a dog! a knowing old bachelor dog received to me the other day, as he ran to the inquest. He died in the boarding house, and some time ago the Wairarapa hospital board received a communication with the Mangateretere lodge, for there is a ward in the hospital that cannot be trusted. The lad's illness was not attended to, and he went forth to die like a dog in a strange place, with no home and no friend. (8, 1851, 112, 1949)
wanted-ad: WANTED by a young man who has horse and dogs, re-engagement on a station or farm. (967, 389, 1106, 405)
column-divider (962, 56, 963, 2031)
tg-mason: T. G. MASON, (842, 360, 955, 379)
sale-body: Important and Unreserved Sale of Shop, Cattle, Horses, Furniture, Implements. (597, 483, 711, 499)
separator (720, 761, 830, 762)
rules-body: 1. Three competitors to start or no race. 2. All entries to be made before the day of the sports. 3. Starter's decision to be final. (472, 770, 588, 795)
column-divider (834, 56, 835, 2031)
bargains: BARGAINS. (849, 564, 948, 583)
article-body: The ordinary meeting of the above Board was held on March 6th. Present: Messrs H. Donne (chairman), F. P. Mann, H. Warren, T. R. Groves, C. Kebbell and S. M. George. The minutes of the previous meeting were read and confirmed. Several correspondence was read as follows:—From the County Engineer giving estimates of various works. After some time, stating that he had found no good authority that certain Government officials in the Survey Department had, and the Minister on this shoulder, for the value of the Tinui-rura bridge plans, that he intended to proceed with the roading. (8, 565, 112, 704)
article-body: Sir,—Oh! could that I were a dog! a knowing old bachelor dog received to me the other day, as he ran to the inquest. He died in the boarding house, and some time ago the Wairarapa hospital board received a communication with the Mangateretere lodge, for there is a ward in the hospital that cannot be trusted. The lad's illness was not attended to, and he went forth to die like a dog in a strange place, with no home and no friend. (8, 1650, 112, 1748)
article-body: It is easily considered to raise the efficiency in certain kinds of oils. Great countries of the world, and the varying degrees of prevalence and the unintrinsic contagions of dairy cattle. These causes are a rule and but imperfectly understood by farmers who work at a rate of production so much lower than it should be. (355, 717, 463, 791)
stock-sale-title: BEKTAHUNA STOCK SALE. (615, 181, 693, 206)
article-body: It was resolved that the Board take over the unpaid rates of the road district and continue the work. The Tinui railway was considered, and the Chairman informed the Board that he had met the Minister, who was of the opinion that the line should go on as soon as possible. (121, 1278, 229, 1344)
article-body: The ordinary meeting of the above Board was held on March 6th. Present: Messrs H. Donne (chairman), F. P. Mann, H. Warren, T. R. Groves, C. Kebbell and S. M. George. The minutes of the previous meeting were read and confirmed. Several correspondence was read as follows:—From the County Engineer giving estimates of various works. After some time, stating that he had found no good authority that certain Government officials in the Survey Department had, and the Minister on this shoulder, for the value of the Tinui-rura bridge plans, that he intended to proceed with the roading. (8, 424, 112, 563)
wanted-ad: WANTED by a young man who has horse and dogs, re-engagement on a station or farm. (967, 197, 1106, 213)
separator (238, 1299, 346, 1300)
sports-proceeds: The Proceeds will be given to the Fire Brigade Fund. (472, 726, 588, 745)
boarding-house-address: Hall Street. Masterton. (740, 517, 810, 527)
sole-agents: SOLE AGENTS FOR (1003, 607, 1070, 617)
headline-benevolent-society: BENEVOLENT SOCIETY. (260, 63, 324, 85)
article-body: Taratahi bridge; the Board to hand over the £1,000 when received from Government. Resolved that Mr Warren's apology be accepted, that Mr Smith to insert an advertisement in the papers for tenders for the Tinui bridge, the work to be let at once. It was decided that the Chairman, with Messrs Mann and George, to arrange for a valuation of the road. (121, 56, 229, 137)
baking-powder-body: and do not purchase any BAKING POWDER adulterated with alum. Insist on having the (478, 915, 582, 943)
article-body: Sir,—Oh! could that I were a dog! a knowing old bachelor dog received to me the other day, as he ran to the inquest. He died in the boarding house, and some time ago the Wairarapa hospital board received a communication with the Mangateretere lodge, for there is a ward in the hospital that cannot be trusted. The lad's illness was not attended to, and he went forth to die like a dog in a strange place, with no home and no friend. (8, 2252, 112, 2351)
farmers-coop: FARMERS' CO-OPERATIVE (852, 145, 945, 173)
separator (839, 330, 958, 331)
races-cup: WHAKATAKI CUP of 25 sovs; 2 sovs second. Open to all comers. (479, 568, 581, 587)
money-to-lend: MONEY TO LEND. (842, 56, 955, 69)
article-body: The ordinary meeting of the above Board was held on March 6th. Present: Messrs H. Donne (chairman), F. P. Mann, H. Warren, T. R. Groves, C. Kebbell and S. M. George. The minutes of the previous meeting were read and confirmed. Several correspondence was read as follows:—From the County Engineer giving estimates of various works. After some time, stating that he had found no good authority that certain Government officials in the Survey Department had, and the Minister on this shoulder, for the value of the Tinui-rura bridge plans, that he intended to proceed with the roading. (8, 1272, 112, 1412)
d-crewe: D. CREWE (723, 100, 827, 159)
separator (597, 297, 711, 298)
theatre-next: NEXT, (519, 134, 541, 143)
separator (967, 129, 1106, 130)
column-divider (233, 56, 234, 2031)
article-body: CIVIL CASES. J. J. Smith v. Thos Cornell. Mr Pownall for plaintiff. Claim £3 1s 6d for advertising and printing. Judgment with costs 11s and solicitors fee 21s. Mann v. G. W. Phillips. Claim £1 3s subscription to paper. Judgment with costs 12s. Rees v. Scott and Morrison. Mr Pownall for plaintiff stated that this was a claim for the value of two pieces of cloth which had been entrusted to defendants to make up. (121, 776, 229, 866)
bazaar-amusement: AMUSEMENT FOR YOUNG & OLD! (478, 434, 582, 459)
article-body: Sir,—Oh! could that I were a dog! a knowing old bachelor dog received to me the other day, as he ran to the inquest. He died in the boarding house, and some time ago the Wairarapa hospital board received a communication with the Mangateretere lodge, for there is a ward in the hospital that cannot be trusted. The lad's illness was not attended to, and he went forth to die like a dog in a strange place, with no home and no friend. (8, 1951, 112, 2049)
hannah-co: R. HANNAH AND CO. (970, 501, 1103, 515)
headline-midland-railway: THE MIDLAND RAILWAY COMPANY. (246, 533, 338, 556)
manager: Manager. (1022, 681, 1051, 691)
article-body: The following circular has been addressed by the editor of the Christchurch Press to a number of leading citizens throughout the country: (The Press Office, Christchurch, February 13th, 1893.) Dear Sir,—It is generally understood that the present Government intend to introduce during the next session of Parliament a bill having for its object the repeal of the existing Railways Act of 1887, and the replacing of the management of the railways under Ministerial control. (238, 970, 346, 1076)
bazaar-look-out: LOOK OUT (483, 305, 577, 323)
column-2 (121, 56, 229, 2031)
